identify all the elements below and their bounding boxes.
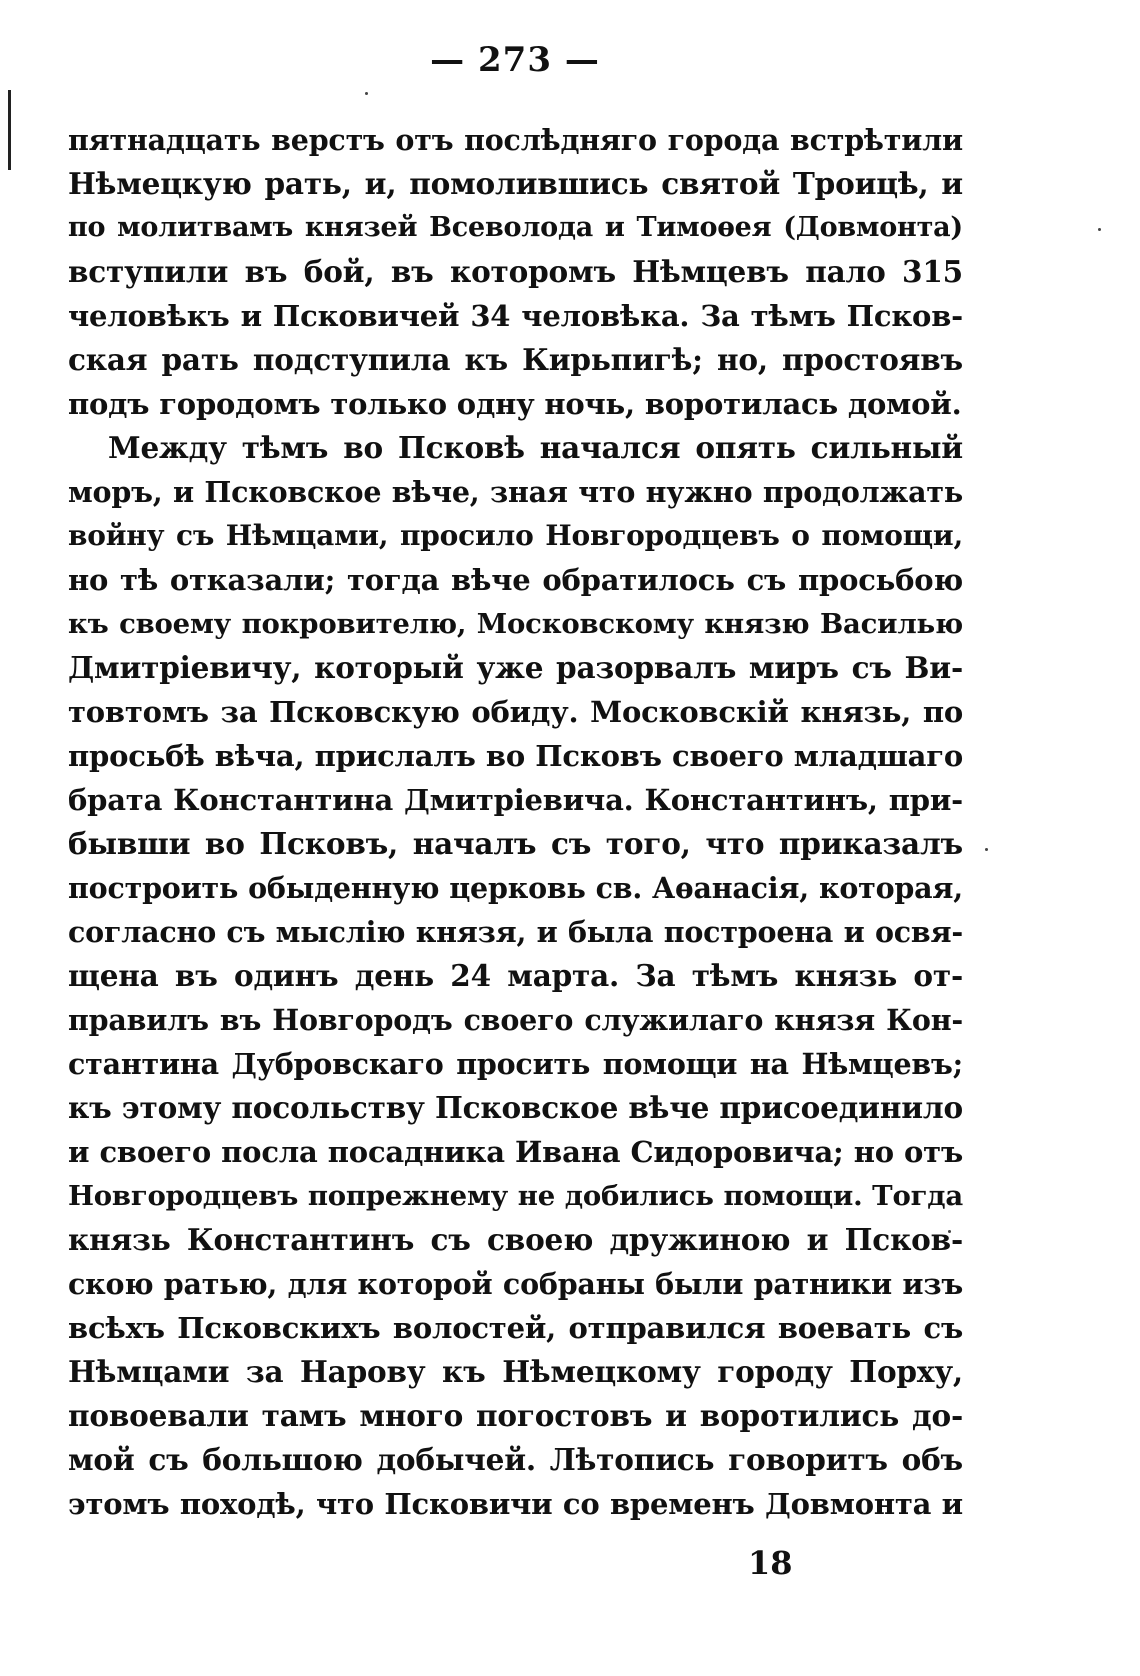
text-line: скою ратью, для которой собраны были ратники изъ [68,1267,963,1301]
binding-mark [8,90,11,170]
text-line: вступили въ бой, въ которомъ Нѣмцевъ пало 315 [68,254,963,289]
text-line: Новгородцевъ попрежнему не добились помощи. Тогда [68,1180,963,1212]
paper-speck [985,848,988,851]
text-line: товтомъ за Псковскую обиду. Московскій князь, по [68,695,963,729]
text-line: просьбѣ вѣча, прислалъ во Псковъ своего младшаго [68,739,963,773]
text-line: Дмитріевичу, который уже разорвалъ миръ съ Ви- [68,650,963,685]
text-line: Нѣмцами за Нарову къ Нѣмецкому городу Порху, [68,1354,963,1389]
body-text [68,118,963,1526]
paper-speck [365,92,368,95]
text-line: моръ, и Псковское вѣче, зная что нужно продолжать [68,475,963,509]
text-line: стантина Дубровскаго просить помощи на Нѣмцевъ; [68,1047,963,1081]
text-line: но тѣ отказали; тогда вѣче обратилось съ просьбою [68,563,963,597]
text-line: мой съ большою добычей. Лѣтопись говоритъ объ [68,1442,963,1477]
text-line: подъ городомъ только одну ночь, воротилась домой. [68,387,962,421]
text-line: пятнадцать верстъ отъ послѣдняго города встрѣтили [68,123,963,157]
text-line: правилъ въ Новгородъ своего служилаго князя Кон- [68,1003,963,1037]
text-line: князь Константинъ съ своею дружиною и Псков- [68,1222,963,1257]
text-line: по молитвамъ князей Всеволода и Тимоѳея (Довмонта) [68,212,963,243]
text-line: къ этому посольству Псковское вѣче присоединило [68,1090,963,1125]
page-number-header: — 273 — [430,40,600,80]
text-line: ская рать подступила къ Кирьпигѣ; но, простоявъ [68,342,963,377]
signature-mark: 18 [748,1544,793,1582]
text-line: къ своему покровителю, Московскому князю Василью [68,608,963,640]
text-line: войну съ Нѣмцами, просило Новгородцевъ о помощи, [68,519,963,552]
text-line: человѣкъ и Псковичей 34 человѣка. За тѣмъ Псков- [68,299,963,333]
text-line: щена въ одинъ день 24 марта. За тѣмъ князь от- [68,958,963,993]
text-line: этомъ походѣ, что Псковичи со временъ Довмонта и [68,1487,963,1521]
text-line: Нѣмецкую рать, и, помолившись святой Троицѣ, и [68,166,963,201]
text-line: согласно съ мыслію князя, и была построена и освя- [68,915,963,949]
text-line: бывши во Псковъ, началъ съ того, что приказалъ [68,826,963,861]
paper-speck [1098,228,1101,231]
text-line: повоевали тамъ много погостовъ и воротились до- [68,1398,963,1433]
text-line: всѣхъ Псковскихъ волостей, отправился воевать съ [68,1311,963,1345]
text-line: и своего посла посадника Ивана Сидоровича; но отъ [68,1135,963,1169]
text-line: построить обыденную церковь св. Аѳанасія, которая, [68,871,963,905]
text-line: брата Константина Дмитріевича. Константинъ, при- [68,783,963,817]
text-line: Между тѣмъ во Псковѣ начался опять сильный [108,430,963,465]
